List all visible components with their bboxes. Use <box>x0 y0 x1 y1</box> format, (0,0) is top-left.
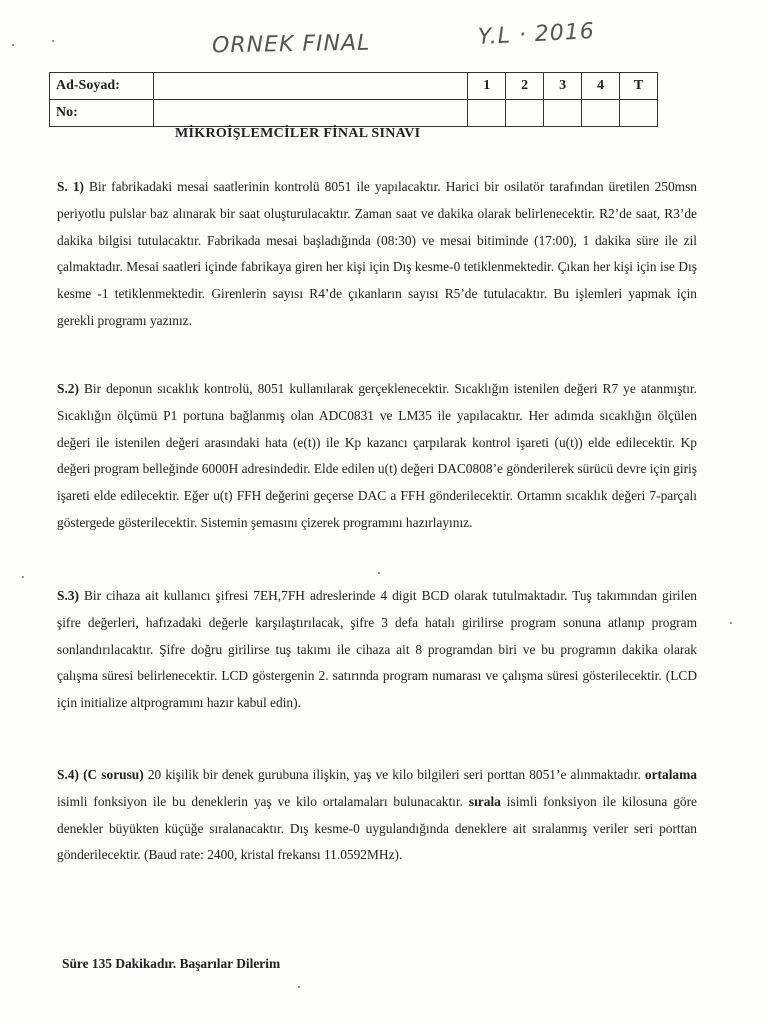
number-field[interactable] <box>153 100 468 127</box>
question-number: S.2) <box>57 381 79 396</box>
number-label: No: <box>50 100 154 127</box>
function-name-sirala: sırala <box>468 793 501 809</box>
score-cell-2[interactable] <box>506 100 544 127</box>
question-3 <box>57 583 697 717</box>
score-header-3: 3 <box>544 73 582 100</box>
handwritten-year: Y.L · 2016 <box>477 18 596 51</box>
question-text: Bir fabrikadaki mesai saatlerinin kontrolü 8051 ile yapılacaktır. Harici bir osilatör tarafından üretilen 250msn periyotlu pulslar baz alınarak bir saat oluşturulacaktır. Zaman saat ve dakika olarak belirlenecektir. R2’de saat, R3’de dakika bilgisi tutulacaktır. Fabrikada mesai başladığında (08:30) ve mesai bitiminde (17:00), 1 dakika süre ile zil çalmaktadır. Mesai saatleri içinde fabrikaya giren her kişi için Dış kesme-0 tetiklenmektedir. Çıkan her kişi için ise Dış kesme -1 tetiklenmektedir. Girenlerin sayısı R4’de çıkanların sayısı R5’de tutulacaktır. Bu işlemleri yapmak için gerekli programı yazınız. <box>57 179 697 328</box>
c-question-label: (C sorusu) <box>83 767 144 782</box>
question-text: 20 kişilik bir denek gurubuna ilişkin, yaş ve kilo bilgileri seri porttan 8051’e alınmaktadır. <box>147 767 641 782</box>
scan-speck <box>298 986 300 988</box>
question-text: isimli fonksiyon ile kilosuna göre denekler büyükten küçüğe sıralanacaktır. Dış kesme-0 uygulandığında deneklere ait sıralanmış veriler seri porttan gönderilecektir. (Baud rate: 2400, kristal frekansı 11.0592MHz). <box>57 793 697 863</box>
score-header-2: 2 <box>506 73 544 100</box>
name-row <box>50 73 658 100</box>
scan-speck <box>730 622 732 624</box>
name-label: Ad-Soyad: <box>50 73 154 100</box>
score-cell-4[interactable] <box>582 100 620 127</box>
score-header-total: T <box>619 73 657 100</box>
score-cell-1[interactable] <box>468 100 506 127</box>
question-number: S.4) <box>57 767 79 782</box>
score-cell-total[interactable] <box>619 100 657 127</box>
question-number: S.3) <box>57 588 79 603</box>
exam-title: MİKROİŞLEMCİLER FİNAL SINAVI <box>175 126 421 141</box>
score-header-1: 1 <box>468 73 506 100</box>
question-2 <box>57 376 697 537</box>
scan-speck <box>378 572 380 574</box>
question-text: Bir deponun sıcaklık kontrolü, 8051 kullanılarak gerçeklenecektir. Sıcaklığın istenilen değeri R7 ye atanmıştır. Sıcaklığın ölçümü P1 portuna bağlanmış olan ADC0831 ve LM35 ile yapılacaktır. Her adımda sıcaklığın ölçülen değeri ile istenilen değeri arasındaki hata (e(t)) ile Kp kazancı çarpılarak kontrol işareti (u(t)) elde edilecektir. Kp değeri program belleğinde 6000H adresindedir. Elde edilen u(t) değeri DAC0808’e gönderilerek sürücü devre için giriş işareti elde edilecektir. Eğer u(t) FFH değerini geçerse DAC a FFH gönderilecektir. Ortamın sıcaklık değeri 7-parçalı göstergede gösterilecektir. Sistemin şemasını çizerek programını hazırlayınız. <box>57 381 697 530</box>
score-header-4: 4 <box>582 73 620 100</box>
question-number: S. 1) <box>57 179 84 194</box>
function-name-ortalama: ortalama <box>644 767 697 782</box>
scan-speck <box>52 40 54 42</box>
scan-speck <box>22 576 24 578</box>
question-1 <box>57 174 697 335</box>
handwritten-title: ORNEK FINAL <box>211 30 371 59</box>
question-text: Bir cihaza ait kullanıcı şifresi 7EH,7FH adreslerinde 4 digit BCD olarak tutulmaktadır. Tuş takımından girilen şifre değerleri, hafızadaki değerle karşılaştırılacak, şifre 3 defa hatalı girilirse program sonuna atlanıp program sonlandırılacaktır. Şifre doğru girilirse tuş takımı ile cihaza ait 8 programdan biri ve bu programın dakika olarak çalışma süresi belirlenecektir. LCD göstergenin 2. satırında program numarası ve çalışma süresi gösterilecektir. (LCD için initialize altprogramını hazır kabul edin). <box>57 588 697 711</box>
student-info-table <box>49 72 658 127</box>
number-row <box>50 100 658 127</box>
name-field[interactable] <box>153 73 468 100</box>
question-4 <box>57 762 697 869</box>
scan-speck <box>12 44 14 46</box>
question-text: isimli fonksiyon ile bu deneklerin yaş ve kilo ortalamaları bulunacaktır. <box>57 793 463 809</box>
footer-note: Süre 135 Dakikadır. Başarılar Dilerim <box>62 956 281 971</box>
score-cell-3[interactable] <box>544 100 582 127</box>
